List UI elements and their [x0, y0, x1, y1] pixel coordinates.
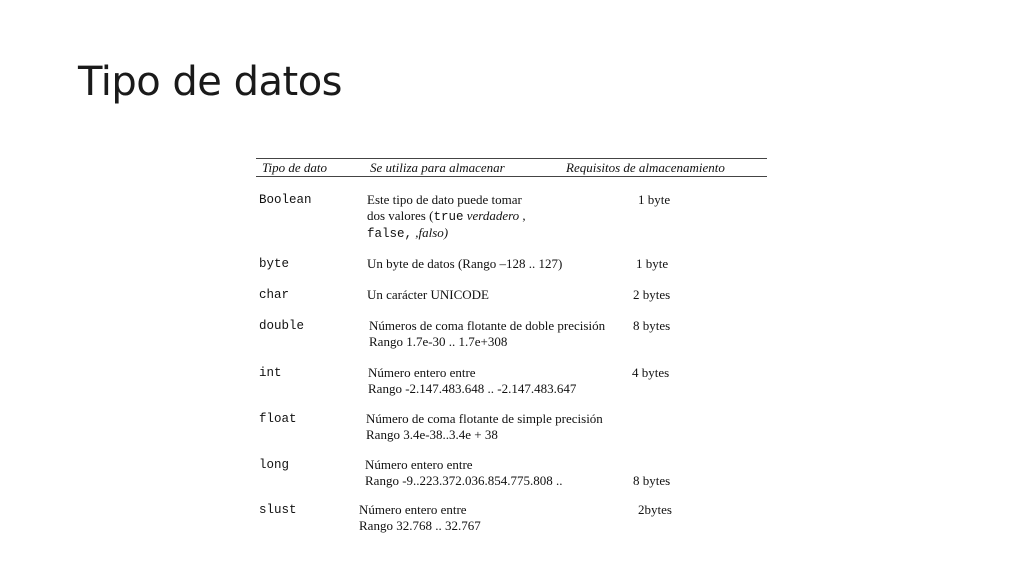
type-size: 1 byte — [636, 256, 669, 271]
table-header-rule — [256, 176, 767, 177]
type-name: Boolean — [259, 193, 312, 207]
header-storage: Requisitos de almacenamiento — [566, 160, 725, 175]
type-name: long — [259, 458, 290, 472]
data-types-table — [256, 138, 768, 538]
header-type: Tipo de dato — [262, 160, 328, 175]
type-size: 4 bytes — [632, 365, 670, 380]
type-size: 8 bytes — [633, 473, 671, 488]
slide-title: Tipo de datos — [78, 59, 343, 105]
type-name: float — [259, 412, 297, 426]
type-description: Números de coma flotante de doble precisión Rango 1.7e-30 .. 1.7e+308 — [369, 318, 606, 349]
type-size: 2bytes — [638, 502, 672, 517]
type-description: Este tipo de dato puede tomar dos valores (true verdadero , false, ,falso) — [367, 192, 526, 241]
type-description: Número entero entre Rango -2.147.483.648 .. -2.147.483.647 — [368, 365, 577, 396]
type-name: char — [259, 288, 290, 302]
header-usage: Se utiliza para almacenar — [370, 160, 505, 175]
table-top-rule — [256, 158, 767, 159]
type-description: Número entero entre Rango 32.768 .. 32.767 — [359, 502, 481, 533]
type-name: slust — [259, 503, 297, 517]
type-description: Un carácter UNICODE — [367, 287, 490, 302]
type-size: 2 bytes — [633, 287, 671, 302]
table-caption-cropped — [256, 138, 768, 141]
type-description: Número entero entre Rango -9..223.372.036.854.775.808 .. — [365, 457, 563, 488]
type-name: byte — [259, 257, 290, 271]
type-size: 8 bytes — [633, 318, 671, 333]
type-description: Número de coma flotante de simple precisión Rango 3.4e-38..3.4e + 38 — [366, 411, 603, 442]
type-description: Un byte de datos (Rango –128 .. 127) — [367, 256, 563, 271]
type-name: double — [259, 319, 305, 333]
type-size: 1 byte — [638, 192, 671, 207]
type-name: int — [259, 366, 282, 380]
